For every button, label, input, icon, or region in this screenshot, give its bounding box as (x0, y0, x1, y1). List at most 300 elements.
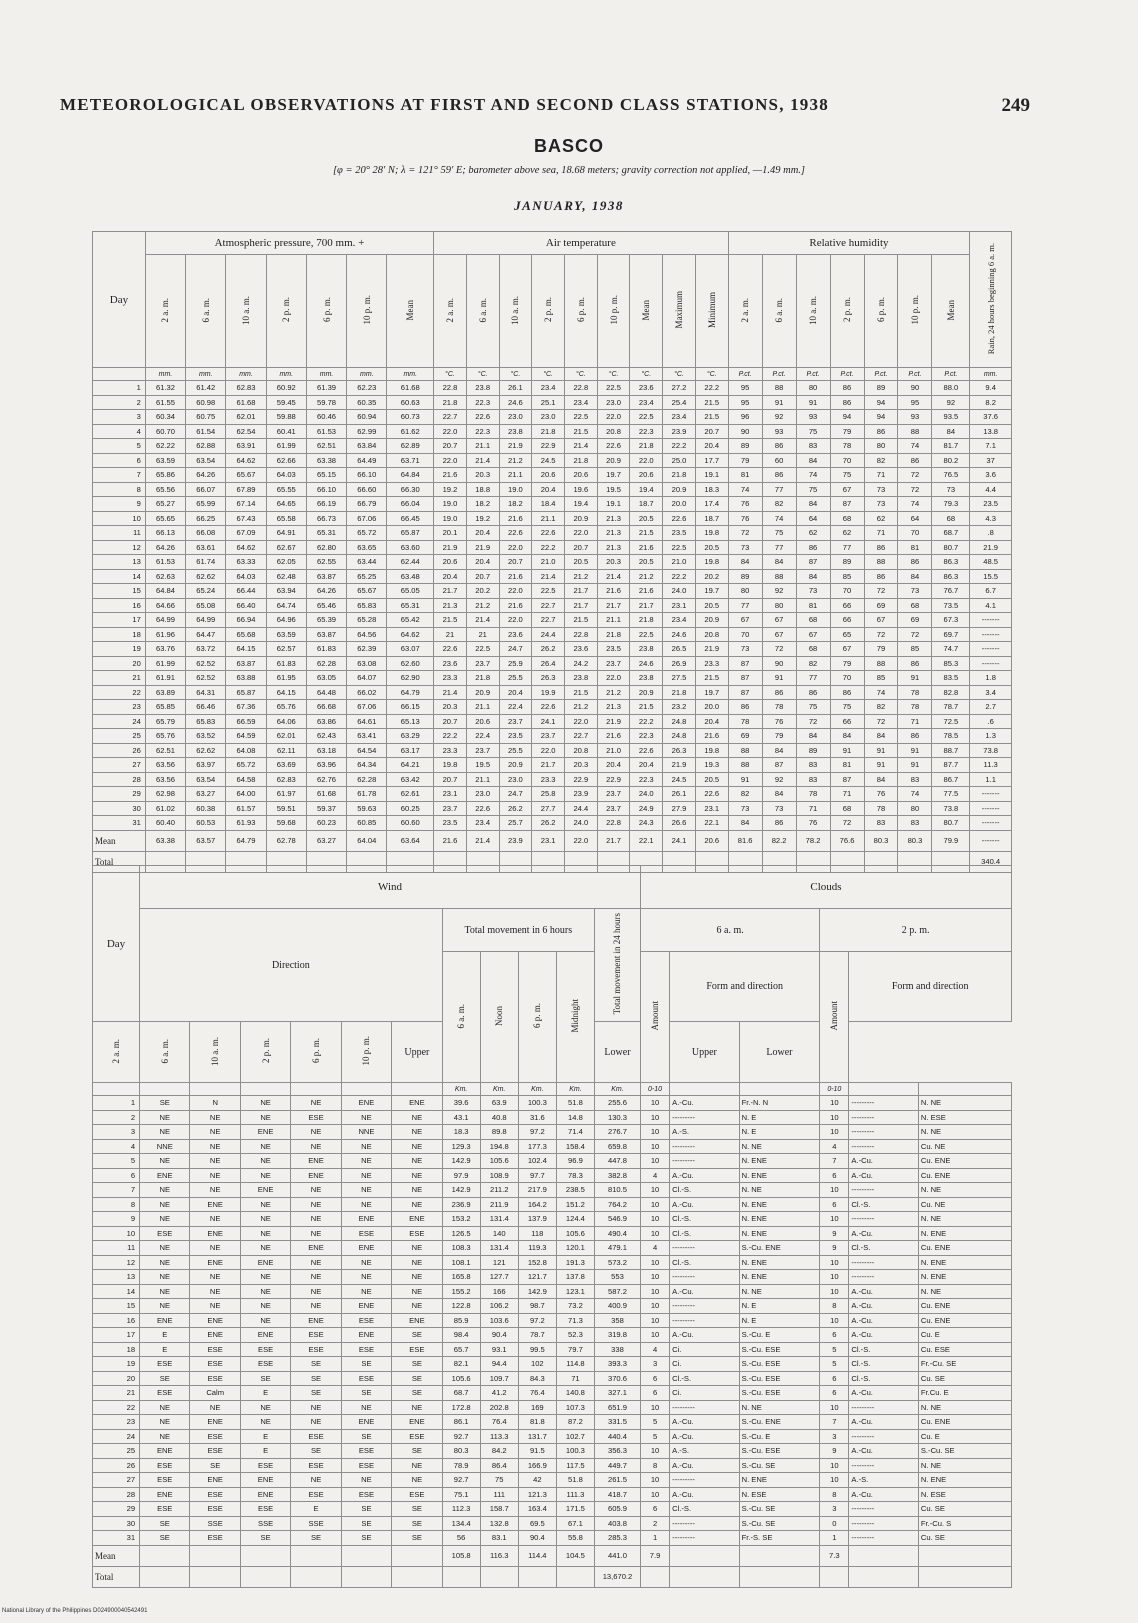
wind-direction-cell: NE (392, 1400, 442, 1415)
pressure-cell: 59.45 (266, 395, 306, 410)
wind-direction-cell: SE (341, 1386, 391, 1401)
temperature-cell: 20.9 (499, 758, 532, 773)
temperature-mean-cell: 21.6 (434, 830, 467, 851)
wind-direction-cell: NE (341, 1183, 391, 1198)
temperature-cell: 22.8 (564, 627, 597, 642)
wind-direction-cell: SE (140, 1516, 190, 1531)
temperature-cell: 23.7 (499, 714, 532, 729)
wind-direction-cell: NE (140, 1299, 190, 1314)
cloud-amount-cell: 10 (820, 1255, 849, 1270)
humidity-cell: 70 (830, 453, 864, 468)
pressure-cell: 61.99 (145, 656, 185, 671)
temperature-cell: 18.4 (532, 497, 565, 512)
temperature-cell: 23.0 (466, 787, 499, 802)
cloud-lower-cell: S.-Cu. ENE (739, 1415, 820, 1430)
temperature-cell: 20.4 (597, 758, 630, 773)
cloud-lower-cell: Cu. ENE (918, 1313, 1011, 1328)
pressure-cell: 62.51 (306, 439, 346, 454)
humidity-cell: 80.2 (932, 453, 970, 468)
pressure-cell: 63.91 (226, 439, 266, 454)
unit-cell (918, 1083, 1011, 1096)
cloud-upper-cell: --------- (849, 1531, 918, 1546)
pressure-cell: 60.53 (186, 816, 226, 831)
humidity-cell: 76 (728, 497, 762, 512)
temperature-cell: 25.9 (499, 656, 532, 671)
wind-direction-cell: SE (341, 1429, 391, 1444)
temperature-cell: 23.8 (564, 671, 597, 686)
table-row (93, 1415, 1012, 1430)
table-row (93, 395, 1012, 410)
pressure-cell: 65.58 (266, 511, 306, 526)
pressure-cell: 63.52 (186, 729, 226, 744)
humidity-cell: 88 (898, 424, 932, 439)
day-cell: 23 (93, 1415, 140, 1430)
temperature-cell: 20.4 (434, 569, 467, 584)
temperature-cell: 21.4 (564, 439, 597, 454)
cloud-lower-cell: Cu. NE (918, 1139, 1011, 1154)
cloud-upper-cell: --------- (670, 1516, 739, 1531)
humidity-cell: 83 (898, 816, 932, 831)
temperature-cell: 22.3 (466, 395, 499, 410)
pressure-cell: 61.91 (145, 671, 185, 686)
wind-direction-cell: NE (392, 1154, 442, 1169)
wind-movement-cell: 97.2 (518, 1125, 556, 1140)
cloud-lower-cell: N. ENE (739, 1270, 820, 1285)
total-movement-cell: 285.3 (594, 1531, 640, 1546)
rain-cell: ------- (970, 656, 1012, 671)
table-row (93, 642, 1012, 657)
pressure-cell: 59.68 (266, 816, 306, 831)
wind-movement-cell: 79.7 (556, 1342, 594, 1357)
total-movement-cell: 651.9 (594, 1400, 640, 1415)
humidity-cell: 86 (762, 685, 796, 700)
wind-movement-cell: 56 (442, 1531, 480, 1546)
unit-cell: °C. (663, 368, 696, 381)
pressure-cell: 61.39 (306, 381, 346, 396)
rain-cell: .8 (970, 526, 1012, 541)
pressure-cell: 61.02 (145, 801, 185, 816)
temperature-cell: 22.0 (499, 540, 532, 555)
temperature-cell: 20.5 (630, 511, 663, 526)
unit-cell: °C. (695, 368, 728, 381)
humidity-cell: 83 (796, 439, 830, 454)
humidity-cell: 71 (864, 468, 898, 483)
pressure-cell: 61.57 (226, 801, 266, 816)
humidity-cell: 66 (830, 598, 864, 613)
pressure-cell: 64.59 (226, 729, 266, 744)
total-movement-cell: 449.7 (594, 1458, 640, 1473)
table-row (93, 410, 1012, 425)
pressure-cell: 66.68 (306, 700, 346, 715)
temperature-cell: 21.8 (597, 627, 630, 642)
total-movement-cell: 255.6 (594, 1096, 640, 1111)
pressure-cell: 65.86 (145, 468, 185, 483)
temperature-cell: 24.8 (663, 714, 696, 729)
humidity-cell: 78 (796, 787, 830, 802)
day-cell: 29 (93, 787, 146, 802)
day-cell: 16 (93, 1313, 140, 1328)
humidity-cell: 73 (864, 482, 898, 497)
wind-direction-cell: NE (291, 1139, 341, 1154)
humidity-cell: 76.5 (932, 468, 970, 483)
unit-cell: mm. (306, 368, 346, 381)
humidity-cell: 76.7 (932, 584, 970, 599)
humidity-cell: 80 (864, 439, 898, 454)
cloud-lower-cell: N. NE (918, 1096, 1011, 1111)
wind-direction-cell: NE (392, 1299, 442, 1314)
table-row (93, 758, 1012, 773)
cloud-lower-cell: N. E (739, 1313, 820, 1328)
pressure-cell: 65.83 (347, 598, 387, 613)
cloud-upper-cell: A.-Cu. (849, 1328, 918, 1343)
temperature-cell: 21.1 (466, 700, 499, 715)
cloud-lower-cell: N. ENE (739, 1255, 820, 1270)
total-movement-cell: 338 (594, 1342, 640, 1357)
table-row (93, 1429, 1012, 1444)
total-movement-cell: 400.9 (594, 1299, 640, 1314)
total-row (93, 1566, 1012, 1587)
cloud-amount-cell: 10 (641, 1444, 670, 1459)
pressure-col-header: 10 a. m. (226, 255, 266, 368)
cloud-amount-cell: 8 (820, 1487, 849, 1502)
cloud-lower-cell: Cu. SE (918, 1531, 1011, 1546)
pressure-cell: 63.56 (145, 772, 185, 787)
table-row (93, 772, 1012, 787)
temperature-cell: 24.4 (532, 627, 565, 642)
wind-direction-cell: NE (190, 1110, 240, 1125)
wind-direction-cell: NE (291, 1473, 341, 1488)
rain-header: Rain, 24 hours beginning 6 a. m. (970, 232, 1012, 368)
unit-cell: P.ct. (762, 368, 796, 381)
wind-direction-cell: ENE (291, 1241, 341, 1256)
temperature-cell: 19.4 (564, 497, 597, 512)
day-cell: 5 (93, 1154, 140, 1169)
unit-cell: P.ct. (830, 368, 864, 381)
unit-cell (392, 1083, 442, 1096)
wind-movement-cell: 100.3 (518, 1096, 556, 1111)
humidity-cell: 72 (864, 627, 898, 642)
day-cell: 31 (93, 816, 146, 831)
wind-movement-cell: 81.8 (518, 1415, 556, 1430)
humidity-cell: 86 (898, 729, 932, 744)
pressure-cell: 62.48 (266, 569, 306, 584)
temperature-cell: 22.6 (630, 743, 663, 758)
wind-direction-cell: ESE (240, 1458, 290, 1473)
humidity-cell: 84 (796, 729, 830, 744)
table-row (93, 1313, 1012, 1328)
temperature-cell: 18.2 (466, 497, 499, 512)
cloud-amount-cell: 9 (820, 1241, 849, 1256)
wind-direction-cell: NE (240, 1226, 290, 1241)
wind-direction-cell: E (240, 1386, 290, 1401)
rain-cell: 6.7 (970, 584, 1012, 599)
cloud-amount-cell: 8 (820, 1299, 849, 1314)
temperature-cell: 21.3 (434, 598, 467, 613)
temperature-mean-cell: 20.6 (695, 830, 728, 851)
cloud-amount-cell: 10 (641, 1110, 670, 1125)
humidity-cell: 78 (762, 700, 796, 715)
temperature-cell: 19.2 (466, 511, 499, 526)
cloud-amount-cell: 10 (820, 1473, 849, 1488)
total-movement-cell: 358 (594, 1313, 640, 1328)
temperature-col-header: 2 a. m. (434, 255, 467, 368)
wind-direction-cell: NE (392, 1255, 442, 1270)
wind-movement-cell: 55.8 (556, 1531, 594, 1546)
temperature-cell: 22.0 (564, 714, 597, 729)
cloud-lower-cell: N. E (739, 1110, 820, 1125)
temperature-cell: 26.6 (663, 816, 696, 831)
rain-cell: 73.8 (970, 743, 1012, 758)
temperature-cell: 23.6 (564, 642, 597, 657)
pressure-cell: 67.09 (226, 526, 266, 541)
day-cell: 17 (93, 613, 146, 628)
temperature-cell: 22.8 (434, 381, 467, 396)
pressure-cell: 64.54 (347, 743, 387, 758)
humidity-cell: 89 (864, 381, 898, 396)
humidity-cell: 68 (796, 613, 830, 628)
wind-movement-cell: 14.8 (556, 1110, 594, 1125)
pressure-cell: 61.55 (145, 395, 185, 410)
pressure-cell: 63.97 (186, 758, 226, 773)
pressure-cell: 62.80 (306, 540, 346, 555)
humidity-cell: 86 (864, 569, 898, 584)
pressure-cell: 61.54 (186, 424, 226, 439)
cloud-lower-cell: N. NE (918, 1284, 1011, 1299)
wind-direction-cell: ENE (341, 1415, 391, 1430)
wind-movement-cell: 112.3 (442, 1502, 480, 1517)
humidity-cell: 82.8 (932, 685, 970, 700)
wind-movement-cell: 165.8 (442, 1270, 480, 1285)
humidity-cell: 75 (796, 700, 830, 715)
wind-direction-cell: SE (291, 1531, 341, 1546)
temperature-cell: 21.4 (532, 569, 565, 584)
table-row (93, 627, 1012, 642)
temperature-cell: 20.4 (630, 758, 663, 773)
temperature-cell: 22.0 (434, 453, 467, 468)
cloud-upper-cell: Cl.-S. (670, 1212, 739, 1227)
total-movement-cell: 587.2 (594, 1284, 640, 1299)
pressure-cell: 65.67 (347, 584, 387, 599)
pressure-cell: 62.23 (347, 381, 387, 396)
footer-note: National Library of the Philippines D024900040542491 (2, 1608, 148, 1614)
day-header: Day (93, 232, 146, 368)
wind-movement-cell: 93.1 (480, 1342, 518, 1357)
humidity-cell: 69 (898, 613, 932, 628)
wind-movement-cell: 105.6 (480, 1154, 518, 1169)
pressure-cell: 63.87 (226, 656, 266, 671)
humidity-cell: 85 (864, 671, 898, 686)
temperature-cell: 20.5 (695, 598, 728, 613)
humidity-cell: 68 (932, 511, 970, 526)
temperature-cell: 20.7 (466, 569, 499, 584)
wind-movement-cell: 107.3 (556, 1400, 594, 1415)
wind-movement-cell: 142.9 (442, 1183, 480, 1198)
humidity-cell: 82 (864, 453, 898, 468)
unit-cell: P.ct. (796, 368, 830, 381)
wind-movement-cell: 131.4 (480, 1241, 518, 1256)
rain-cell: .6 (970, 714, 1012, 729)
rain-cell: 3.4 (970, 685, 1012, 700)
unit-cell: mm. (145, 368, 185, 381)
wind-direction-cell: NE (140, 1270, 190, 1285)
pressure-cell: 60.25 (387, 801, 434, 816)
temperature-cell: 18.2 (499, 497, 532, 512)
lower-cloud-header: Lower (739, 1022, 820, 1083)
table-row (93, 816, 1012, 831)
empty-total-cell (739, 1566, 820, 1587)
humidity-cell: 83 (796, 772, 830, 787)
wind-movement-cell: 78.3 (556, 1168, 594, 1183)
humidity-col-header: 6 p. m. (864, 255, 898, 368)
table-row (93, 1502, 1012, 1517)
pressure-cell: 62.22 (145, 439, 185, 454)
temperature-cell: 23.7 (597, 787, 630, 802)
unit-cell: P.ct. (728, 368, 762, 381)
humidity-cell: 86.7 (932, 772, 970, 787)
temperature-cell: 22.0 (532, 743, 565, 758)
temperature-cell: 24.7 (499, 642, 532, 657)
temperature-cell: 22.3 (630, 772, 663, 787)
pressure-col-header: 6 p. m. (306, 255, 346, 368)
wind-direction-cell: NE (392, 1197, 442, 1212)
humidity-cell: 87 (796, 555, 830, 570)
wind-direction-cell: ESE (341, 1444, 391, 1459)
temperature-cell: 23.7 (597, 656, 630, 671)
humidity-cell: 93 (898, 410, 932, 425)
temperature-cell: 20.4 (532, 482, 565, 497)
humidity-cell: 78.7 (932, 700, 970, 715)
pressure-cell: 59.88 (266, 410, 306, 425)
table-row (93, 569, 1012, 584)
temperature-cell: 22.3 (466, 424, 499, 439)
cloud-amount-cell: 3 (820, 1502, 849, 1517)
pressure-cell: 65.55 (266, 482, 306, 497)
mean-row (93, 830, 1012, 851)
humidity-cell: 84 (762, 743, 796, 758)
pressure-cell: 64.66 (145, 598, 185, 613)
cloud-upper-cell: A.-Cu. (849, 1386, 918, 1401)
cloud-amount-cell: 10 (641, 1328, 670, 1343)
table-row (93, 1284, 1012, 1299)
temperature-cell: 23.5 (663, 526, 696, 541)
pressure-cell: 63.60 (387, 540, 434, 555)
temperature-cell: 22.0 (434, 424, 467, 439)
pressure-cell: 61.78 (347, 787, 387, 802)
day-cell: 6 (93, 453, 146, 468)
pressure-cell: 62.76 (306, 772, 346, 787)
temperature-cell: 24.1 (532, 714, 565, 729)
cloud-upper-cell: --------- (849, 1139, 918, 1154)
pressure-cell: 60.92 (266, 381, 306, 396)
temperature-cell: 23.7 (466, 656, 499, 671)
wind-direction-cell: ESE (341, 1458, 391, 1473)
table-row (93, 1386, 1012, 1401)
temperature-cell: 21.5 (630, 700, 663, 715)
wind-direction-cell: ESE (190, 1502, 240, 1517)
humidity-cell: 84 (796, 453, 830, 468)
humidity-cell: 70 (898, 526, 932, 541)
wind-direction-cell: ENE (140, 1313, 190, 1328)
cloud-upper-cell: Cl.-S. (670, 1502, 739, 1517)
empty-total-cell (641, 1566, 670, 1587)
unit-cell: P.ct. (898, 368, 932, 381)
cloud-amount-cell: 7 (820, 1154, 849, 1169)
wind-direction-cell: ENE (392, 1096, 442, 1111)
pressure-cell: 63.89 (145, 685, 185, 700)
day-cell: 25 (93, 1444, 140, 1459)
humidity-cell: 92 (762, 584, 796, 599)
table-row (93, 1168, 1012, 1183)
wind-direction-cell: NE (291, 1096, 341, 1111)
humidity-cell: 91 (796, 395, 830, 410)
humidity-cell: 68 (898, 598, 932, 613)
temperature-group-header: Air temperature (434, 232, 729, 255)
wind-direction-cell: ESE (190, 1342, 240, 1357)
temperature-cell: 20.5 (695, 540, 728, 555)
day-cell: 6 (93, 1168, 140, 1183)
pressure-cell: 60.85 (347, 816, 387, 831)
humidity-cell: 76 (864, 787, 898, 802)
temperature-cell: 21.6 (630, 540, 663, 555)
pressure-cell: 60.73 (387, 410, 434, 425)
humidity-col-header: 10 a. m. (796, 255, 830, 368)
day-cell: 18 (93, 1342, 140, 1357)
humidity-cell: 74 (728, 482, 762, 497)
temperature-cell: 22.9 (564, 772, 597, 787)
cloud-amount-cell: 4 (641, 1168, 670, 1183)
wind-direction-cell: SE (341, 1516, 391, 1531)
pressure-cell: 60.94 (347, 410, 387, 425)
pressure-cell: 60.46 (306, 410, 346, 425)
mean-label: Mean (93, 1545, 140, 1566)
wind-direction-cell: NE (190, 1125, 240, 1140)
rain-cell: ------- (970, 613, 1012, 628)
pressure-cell: 66.30 (387, 482, 434, 497)
temperature-cell: 23.3 (434, 743, 467, 758)
temperature-cell: 25.1 (532, 395, 565, 410)
pressure-cell: 62.60 (387, 656, 434, 671)
pressure-mean-cell: 63.57 (186, 830, 226, 851)
humidity-cell: 70 (830, 584, 864, 599)
rain-cell: 23.5 (970, 497, 1012, 512)
temperature-cell: 18.8 (466, 482, 499, 497)
wind-movement-cell: 119.3 (518, 1241, 556, 1256)
pressure-cell: 66.79 (347, 497, 387, 512)
temperature-cell: 22.2 (630, 714, 663, 729)
day-cell: 14 (93, 569, 146, 584)
humidity-cell: 62 (864, 511, 898, 526)
pressure-cell: 64.84 (387, 468, 434, 483)
humidity-cell: 84 (762, 787, 796, 802)
temperature-cell: 19.7 (597, 468, 630, 483)
temperature-cell: 21.3 (597, 526, 630, 541)
wind-direction-cell: ESE (190, 1487, 240, 1502)
cloud-upper-cell: A.-Cu. (849, 1487, 918, 1502)
unit-cell: °C. (434, 368, 467, 381)
temperature-cell: 20.0 (663, 497, 696, 512)
temperature-cell: 27.2 (663, 381, 696, 396)
humidity-mean-cell: 82.2 (762, 830, 796, 851)
table-row (93, 497, 1012, 512)
wind-movement-cell: 121.7 (518, 1270, 556, 1285)
temperature-cell: 25.7 (499, 816, 532, 831)
month-title: JANUARY, 1938 (514, 198, 624, 213)
humidity-cell: 67 (864, 613, 898, 628)
humidity-cell: 72 (898, 468, 932, 483)
pressure-cell: 63.08 (347, 656, 387, 671)
pressure-cell: 64.26 (145, 540, 185, 555)
humidity-cell: 79 (728, 453, 762, 468)
